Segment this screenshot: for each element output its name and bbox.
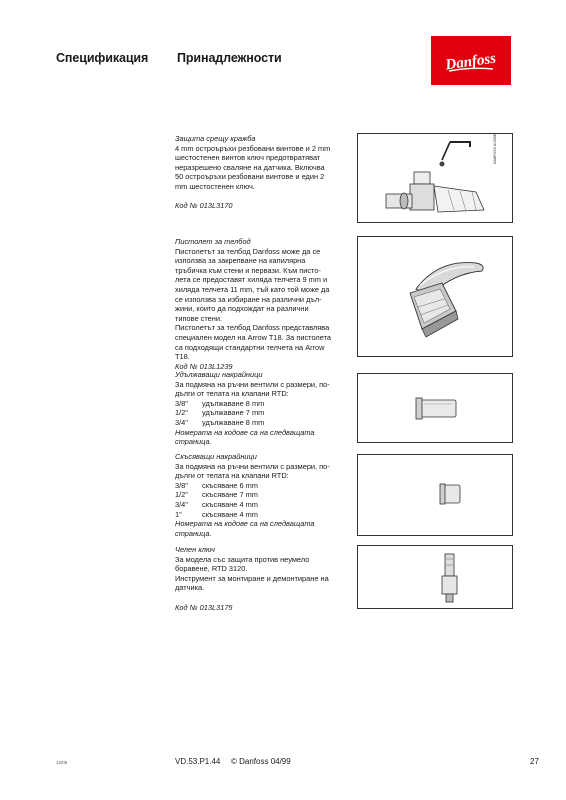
text-line: се използва за избиране на различни дъл- [175,294,322,304]
image-theft-protection [357,133,513,223]
face-wrench-illustration [358,546,512,608]
footer-copyright: © Danfoss 04/99 [231,757,291,766]
text-line: дълги от телата на клапани RTD: [175,471,289,481]
footer-document-code: VD.53.P1.44 [175,757,221,766]
section-title: Скъсяващи накрайници [175,452,257,461]
size-value: 3/8" [175,398,188,408]
image-staple-gun [357,236,513,357]
section-heading-accessories: Принадлежности [177,51,282,65]
size-row [175,500,351,510]
size-value: 3/4" [175,499,188,509]
product-code: Код № 013L3170 [175,201,233,211]
text-line: Пистолетът за телбод Danfoss представлява [175,323,330,333]
staple-gun-illustration [358,237,512,356]
size-text: удължаване 7 mm [202,408,265,418]
text-line: хиляда телчета 11 mm, тъй като той може да [175,284,330,294]
text-line: са подходящи стандартни телчета на Arrow [175,342,325,352]
section-title: Челен ключ [175,545,215,554]
codes-note: Номерата на кодове са на следващата страница. [175,427,315,447]
section-title: Защита срещу кражба [175,134,256,143]
extension-piece-illustration [358,374,512,442]
text-line: тръбичка към стени и первази. Към писто- [175,265,321,275]
size-row [175,481,351,491]
text-line: Пистолетът за телбод Danfoss може да се [175,246,321,256]
footer-page-number: 27 [530,757,539,766]
size-value: 1/2" [175,490,188,500]
shortening-piece-illustration [358,455,512,535]
image-shortening-piece [357,454,513,536]
size-text: скъсяване 7 mm [202,490,258,500]
text-line: За модела със защита против неумело [175,554,310,564]
size-list [175,399,351,428]
text-line: датчика. [175,583,205,593]
product-code: Код № 013L3175 [175,602,233,612]
text-line: Инструмент за монтиране и демонтиране на [175,573,329,583]
section-face-wrench [175,545,351,612]
text-line: боравене, RTD 3120. [175,564,248,574]
danfoss-logo [431,36,511,85]
text-line: лета се предоставят хиляда телчета 9 mm и [175,275,328,285]
svg-text:Danfoss: Danfoss [444,50,498,74]
size-list [175,481,351,519]
size-value: 3/4" [175,417,188,427]
section-theft-protection [175,134,351,211]
size-value: 3/8" [175,480,188,490]
text-line: използва за закрепване на капилярна [175,256,306,266]
text-line: неразрешено сваляне на датчика. Включва [175,162,325,172]
section-extension-pieces [175,370,351,447]
text-line: 50 остроъръхи резбовани винтове и един 2 [175,172,325,182]
section-shortening-pieces [175,452,351,538]
image-caption: DANFOSS A1008E113.10 [493,134,497,164]
size-value: 1/2" [175,408,188,418]
image-extension-piece [357,373,513,443]
product-code: Код № 013L1239 [175,361,233,371]
size-text: удължаване 8 mm [202,417,265,427]
text-line: специален модел на Arrow T18. За пистолета [175,332,332,342]
image-face-wrench [357,545,513,609]
section-title: Пистолет за телбод [175,237,251,246]
size-row [175,490,351,500]
size-row [175,408,351,418]
text-line: типове стени. [175,313,223,323]
size-row [175,399,351,409]
text-line: За подмяна на ръчни вентили с размери, по- [175,379,330,389]
size-row [175,418,351,428]
codes-note: Номерата на кодове са на следващата страница. [175,519,315,538]
size-text: удължаване 8 mm [202,398,265,408]
size-value: 1" [175,509,182,519]
size-row [175,510,351,520]
section-heading-specification: Спецификация [56,51,149,65]
text-line: жини, които да подхождат на различни [175,304,309,314]
text-line: За подмяна на ръчни вентили с размери, по- [175,461,330,471]
text-line: шестостенен винтов ключ предотвратяват [175,153,321,163]
text-line: 4 mm остроъръхи резбовани винтове и 2 mm [175,143,331,153]
size-text: скъсяване 4 mm [202,499,258,509]
size-text: скъсяване 4 mm [202,509,258,519]
footer-small-code: 12/05 [56,760,68,765]
hex-key-valve-illustration [358,134,512,222]
section-staple-gun [175,237,351,371]
text-line: mm шестостенен ключ. [175,181,255,191]
text-line: T18. [175,352,190,362]
section-title: Удължаващи накрайници [175,370,263,379]
text-line: дълги от телата на клапани RTD: [175,389,289,399]
size-text: скъсяване 6 mm [202,480,258,490]
